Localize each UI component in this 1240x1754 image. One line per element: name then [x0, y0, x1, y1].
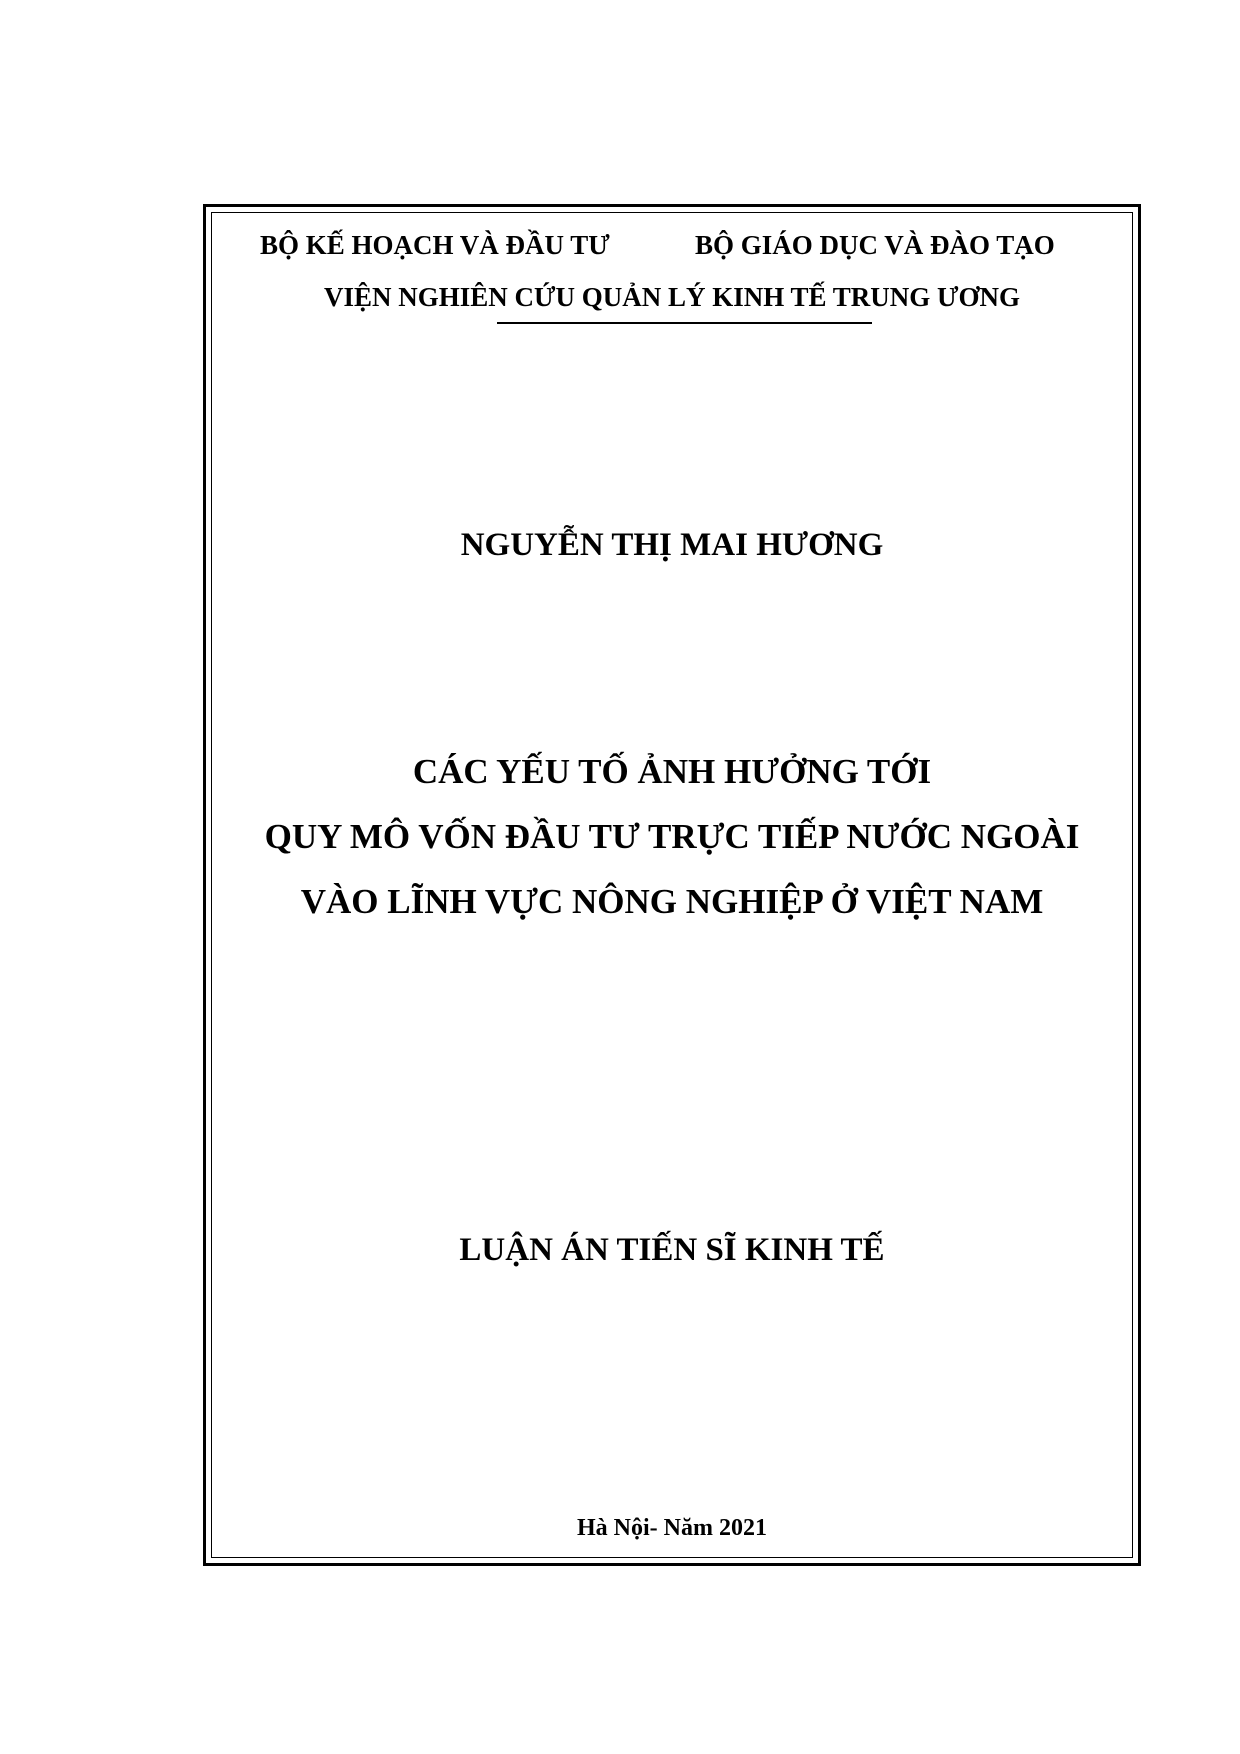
thesis-title-line-2: QUY MÔ VỐN ĐẦU TƯ TRỰC TIẾP NƯỚC NGOÀI — [264, 817, 1080, 856]
ministry-right: BỘ GIÁO DỤC VÀ ĐÀO TẠO — [695, 230, 1055, 260]
thesis-title-line-1: CÁC YẾU TỐ ẢNH HƯỞNG TỚI — [412, 752, 932, 791]
place-and-year: Hà Nội- Năm 2021 — [577, 1515, 767, 1541]
thesis-title-line-3: VÀO LĨNH VỰC NÔNG NGHIỆP Ở VIỆT NAM — [300, 882, 1044, 921]
degree-type: LUẬN ÁN TIẾN SĨ KINH TẾ — [459, 1232, 885, 1268]
author-name: NGUYỄN THỊ MAI HƯƠNG — [460, 527, 884, 563]
ministry-left: BỘ KẾ HOẠCH VÀ ĐẦU TƯ — [260, 230, 610, 260]
institute-underline — [497, 322, 872, 324]
institute-name: VIỆN NGHIÊN CỨU QUẢN LÝ KINH TẾ TRUNG ƯƠNG — [323, 282, 1021, 312]
